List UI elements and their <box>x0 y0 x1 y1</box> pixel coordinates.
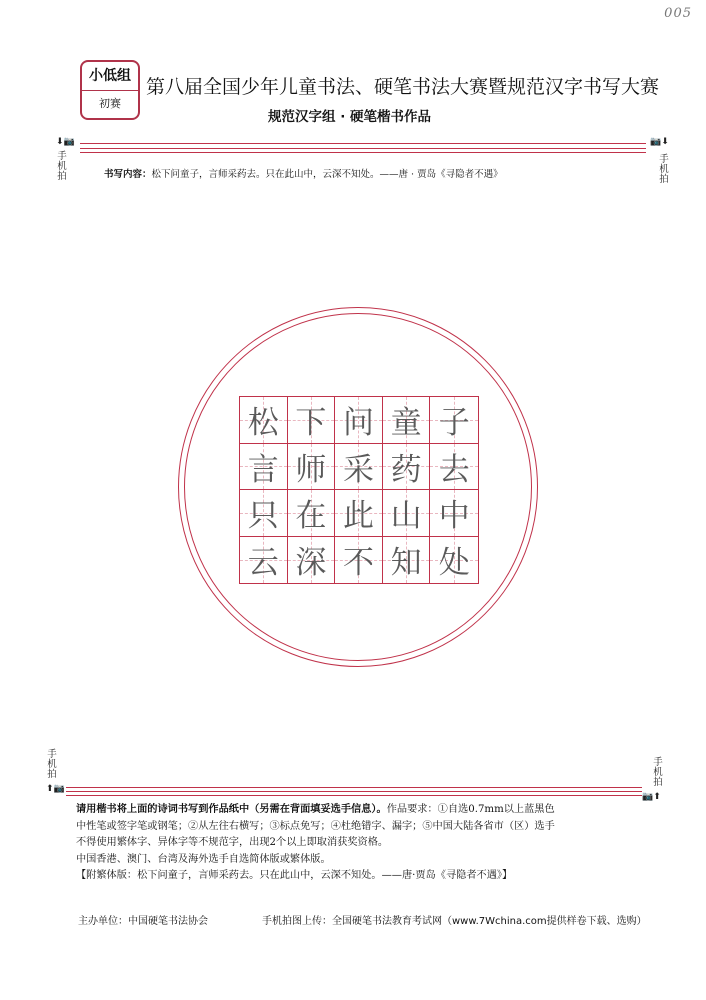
grid-char: 子 <box>438 405 470 442</box>
grid-cell <box>430 397 478 444</box>
grid-char: 深 <box>295 545 327 582</box>
grid-char: 采 <box>342 451 374 488</box>
camera-marker-top-left-icon: ⬇📷 <box>56 137 75 147</box>
grid-cell <box>335 537 383 584</box>
grid-cell <box>240 444 288 491</box>
camera-marker-bottom-left-icon: ⬆📷 <box>46 784 65 794</box>
phone-shoot-label-bottom-left <box>46 750 58 780</box>
writing-content-label: 书写内容： <box>104 169 152 180</box>
writing-grid <box>239 396 479 584</box>
grid-cell <box>240 397 288 444</box>
top-divider-line-1 <box>80 143 646 144</box>
phone-char: 手 <box>659 154 669 165</box>
organizer-text: 主办单位：中国硬笔书法协会 <box>78 916 208 927</box>
grid-char: 处 <box>438 545 470 582</box>
camera-marker-bottom-right-icon: 📷⬆ <box>642 792 661 802</box>
phone-char: 机 <box>57 161 67 172</box>
requirements-rest: 作品要求：①自选0.7mm以上蓝黑色 <box>386 804 555 815</box>
phone-char: 拍 <box>57 171 67 182</box>
page-number: 005 <box>664 6 692 21</box>
grid-char: 知 <box>390 545 422 582</box>
phone-char: 拍 <box>653 777 663 788</box>
requirements-lead: 请用楷书将上面的诗词书写到作品纸中（另需在背面填妥选手信息）。 <box>76 804 387 815</box>
group-badge <box>80 60 140 120</box>
writing-content <box>104 166 503 180</box>
requirements-line-3: 不得使用繁体字、异体字等不规范字，出现2个以上即取消获奖资格。 <box>76 837 389 848</box>
grid-char: 下 <box>295 405 327 442</box>
phone-char: 拍 <box>659 174 669 185</box>
grid-cell <box>383 490 431 537</box>
requirements-line-2: 中性笔或签字笔或钢笔；②从左往右横写；③标点免写；④杜绝错字、漏字；⑤中国大陆各省市（区）选手 <box>76 820 555 832</box>
page-subtitle: 规范汉字组 · 硬笔楷书作品 <box>268 109 432 125</box>
grid-cell <box>288 537 336 584</box>
phone-char: 手 <box>47 749 57 760</box>
round-label: 初赛 <box>99 97 121 110</box>
phone-shoot-label-top-left <box>56 152 68 182</box>
grid-cell <box>430 537 478 584</box>
grid-char: 师 <box>295 451 327 488</box>
grid-cell <box>288 490 336 537</box>
grid-cell <box>335 444 383 491</box>
grid-char: 不 <box>342 545 374 582</box>
page-title: 第八届全国少年儿童书法、硬笔书法大赛暨规范汉字书写大赛 <box>146 76 660 98</box>
grid-char: 去 <box>438 451 470 488</box>
top-divider-line-3 <box>80 152 646 153</box>
phone-shoot-label-bottom-right <box>652 758 664 788</box>
grid-cell <box>288 444 336 491</box>
phone-char: 拍 <box>47 769 57 780</box>
requirements-block <box>76 802 646 885</box>
grid-cell <box>335 490 383 537</box>
writing-content-text: 松下问童子，言师采药去。只在此山中，云深不知处。——唐 · 贾岛《寻隐者不遇》 <box>151 169 503 180</box>
grid-char: 药 <box>390 451 422 488</box>
phone-char: 手 <box>57 151 67 162</box>
grid-cell <box>240 537 288 584</box>
grid-char: 中 <box>438 498 470 535</box>
grid-cell <box>288 397 336 444</box>
requirements-line-5: 【附繁体版：松下问童子，言师采药去。只在此山中，云深不知处。——唐·贾岛《寻隐者不遇》】 <box>76 870 513 881</box>
bottom-divider-line-2 <box>66 791 642 792</box>
grid-char: 问 <box>342 405 374 442</box>
grid-char: 松 <box>247 405 279 442</box>
camera-marker-top-right-icon: 📷⬇ <box>650 137 669 147</box>
grid-char: 童 <box>390 405 422 442</box>
phone-char: 机 <box>653 767 663 778</box>
grid-char: 只 <box>247 498 279 535</box>
grid-cell <box>240 490 288 537</box>
requirements-line-1 <box>76 802 646 819</box>
grid-cell <box>383 397 431 444</box>
phone-char: 机 <box>47 759 57 770</box>
bottom-divider-line-1 <box>66 787 642 788</box>
grid-cell <box>430 444 478 491</box>
grid-cell <box>430 490 478 537</box>
grid-cell <box>383 444 431 491</box>
grid-char: 言 <box>247 451 279 488</box>
upload-info-text: 手机拍图上传：全国硬笔书法教育考试网（www.7Wchina.com提供样卷下载、选购） <box>262 916 647 927</box>
top-divider-line-2 <box>80 148 646 149</box>
phone-char: 手 <box>653 757 663 768</box>
grid-char: 在 <box>295 498 327 535</box>
grid-cell <box>335 397 383 444</box>
group-label: 小低组 <box>82 62 138 91</box>
bottom-divider-line-3 <box>66 795 642 796</box>
phone-shoot-label-top-right <box>658 155 670 185</box>
grid-char: 云 <box>247 545 279 582</box>
grid-char: 此 <box>342 498 374 535</box>
requirements-line-4: 中国香港、澳门、台湾及海外选手自选简体版或繁体版。 <box>76 853 331 865</box>
phone-char: 机 <box>659 164 669 175</box>
grid-cell <box>383 537 431 584</box>
grid-char: 山 <box>390 498 422 535</box>
